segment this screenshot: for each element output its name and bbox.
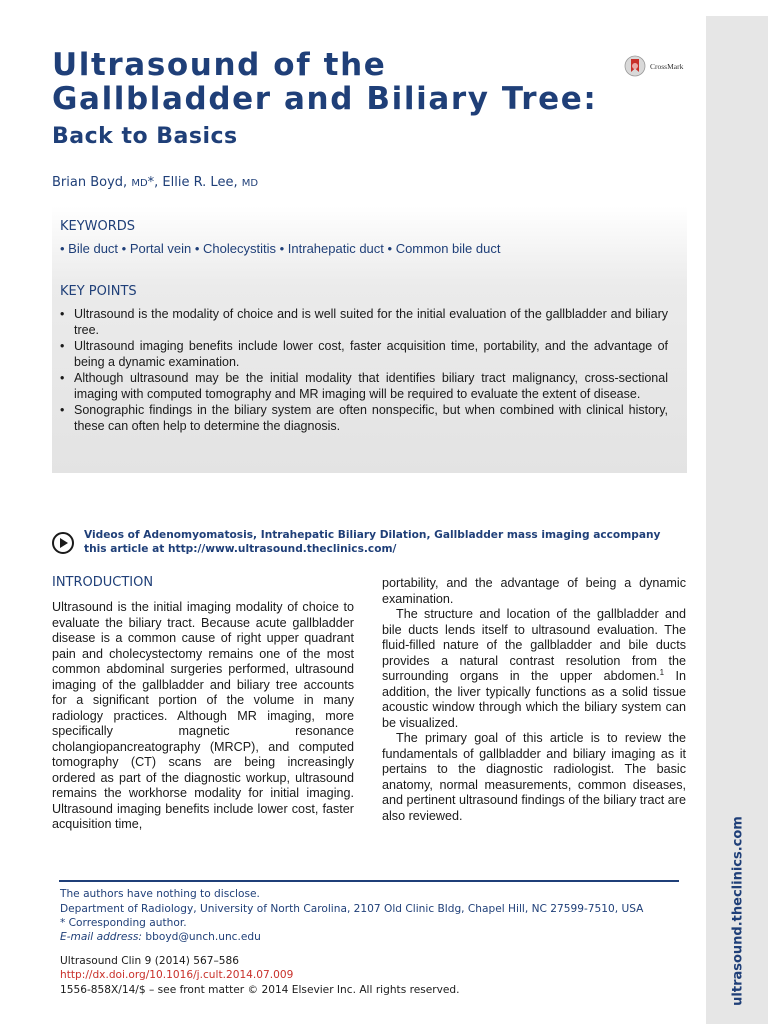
disclosure-note: The authors have nothing to disclose. [60, 888, 260, 900]
introduction-heading: INTRODUCTION [52, 575, 154, 590]
keyword-bullet: • [383, 241, 396, 256]
affiliation-note: Department of Radiology, University of North Carolina, 2107 Old Clinic Bldg, Chapel Hill, NC 27599-7510, USA [60, 903, 644, 915]
keyword-bullet: • [276, 241, 288, 256]
intro-paragraph-4: The primary goal of this article is to review the fundamentals of gallbladder and biliary imaging as it pertains to the diagnostic radiologist. The basic anatomy, normal measurements, common diseases, and pertinent ultrasound findings of the biliary tract are also reviewed. [382, 731, 686, 823]
author-line [52, 175, 258, 190]
reference-1[interactable]: 1 [659, 667, 665, 677]
body-column-right [382, 576, 686, 824]
author-2-degree: MD [241, 178, 259, 189]
key-points-heading: KEY POINTS [60, 284, 137, 299]
paragraph-3-text-b: In addition, the liver typically functions as a solid tissue acoustic window through which the biliary system can be visualized. [382, 669, 686, 730]
paragraph-3-text-a: The structure and location of the gallbladder and bile ducts lends itself to ultrasound evaluation. The fluid-filled nature of the gallbladder and bile ducts provides a natural contrast resolution from the surrounding organs in the upper abdomen. [382, 607, 686, 683]
key-point-item: • Although ultrasound may be the initial modality that identifies biliary tract malignancy, cross-sectional imaging with computed tomography and MR imaging will be required to evaluate the extent of disease. [60, 370, 668, 402]
keyword-item: Cholecystitis [203, 241, 276, 256]
key-points-list [60, 306, 668, 434]
intro-paragraph-3 [382, 607, 686, 731]
keyword-item: Bile duct [68, 241, 119, 256]
corresponding-author-note: * Corresponding author. [60, 917, 187, 929]
body-column-left [52, 575, 354, 833]
keyword-bullet: • [191, 241, 204, 256]
keyword-item: Common bile duct [395, 241, 501, 256]
key-point-item: • Ultrasound imaging benefits include lower cost, faster acquisition time, portability, and the advantage of being a dynamic examination. [60, 338, 668, 370]
key-point-item: • Sonographic findings in the biliary system are often nonspecific, but when combined with clinical history, these can often help to determine the diagnosis. [60, 402, 668, 434]
crossmark-badge[interactable] [624, 55, 694, 77]
intro-paragraph-2: portability, and the advantage of being a dynamic examination. [382, 576, 686, 606]
doi-line [60, 968, 293, 982]
key-point-item: • Ultrasound is the modality of choice and is well suited for the initial evaluation of the gallbladder and biliary tree. [60, 306, 668, 338]
title-main: Ultrasound of the Gallbladder and Biliary Tree: [52, 47, 598, 117]
intro-paragraph-1: Ultrasound is the initial imaging modality of choice to evaluate the biliary tract. Because acute gallbladder disease is a common cause of right upper quadrant pain and cholecystectomy remains one of the most common abdominal surgeries performed, ultrasound imaging of the gallbladder and biliary tree accounts for a significant portion of the volume in many radiology practices. Although MR imaging, more specifically magnetic resonance cholangiopancreatography (MRCP), and computed tomography (CT) scans are being increasingly ordered as part of the diagnostic workup, ultrasound remains the workhorse modality for initial imaging. Ultrasound imaging benefits include lower cost, faster acquisition time, [52, 600, 354, 831]
article-title [52, 48, 612, 154]
copyright-line: 1556-858X/14/$ – see front matter © 2014 Elsevier Inc. All rights reserved. [60, 984, 460, 996]
keywords-heading: KEYWORDS [60, 219, 136, 234]
title-subtitle: Back to Basics [52, 124, 238, 149]
keywords-list [60, 241, 500, 256]
crossmark-label: CrossMark [650, 61, 684, 71]
journal-url-text[interactable]: ultrasound.theclinics.com [730, 816, 746, 1006]
doi-link[interactable]: http://dx.doi.org/10.1016/j.cult.2014.07.009 [60, 969, 294, 981]
video-play-icon[interactable] [52, 532, 74, 554]
email-label: E-mail address: [60, 931, 143, 943]
keyword-bullet: • [60, 241, 69, 256]
crossmark-icon [624, 55, 646, 77]
journal-url-vertical[interactable] [728, 816, 748, 1006]
corresponding-mark: *, [147, 175, 159, 190]
footnote-divider [59, 880, 679, 882]
email-line [60, 930, 261, 944]
author-1-degree: MD [131, 178, 148, 189]
keyword-item: Intrahepatic duct [287, 241, 384, 256]
keyword-item: Portal vein [129, 241, 192, 256]
video-note[interactable]: Videos of Adenomyomatosis, Intrahepatic Biliary Dilation, Gallbladder mass imaging accompany this article at http://www.ultrasound.theclinics.com/ [84, 529, 661, 555]
author-2-name: Ellie R. Lee, [162, 175, 238, 190]
keyword-bullet: • [118, 241, 130, 256]
email-address[interactable]: bboyd@unch.unc.edu [145, 931, 261, 943]
author-1-name: Brian Boyd, [52, 175, 128, 190]
journal-citation: Ultrasound Clin 9 (2014) 567–586 [60, 955, 240, 967]
